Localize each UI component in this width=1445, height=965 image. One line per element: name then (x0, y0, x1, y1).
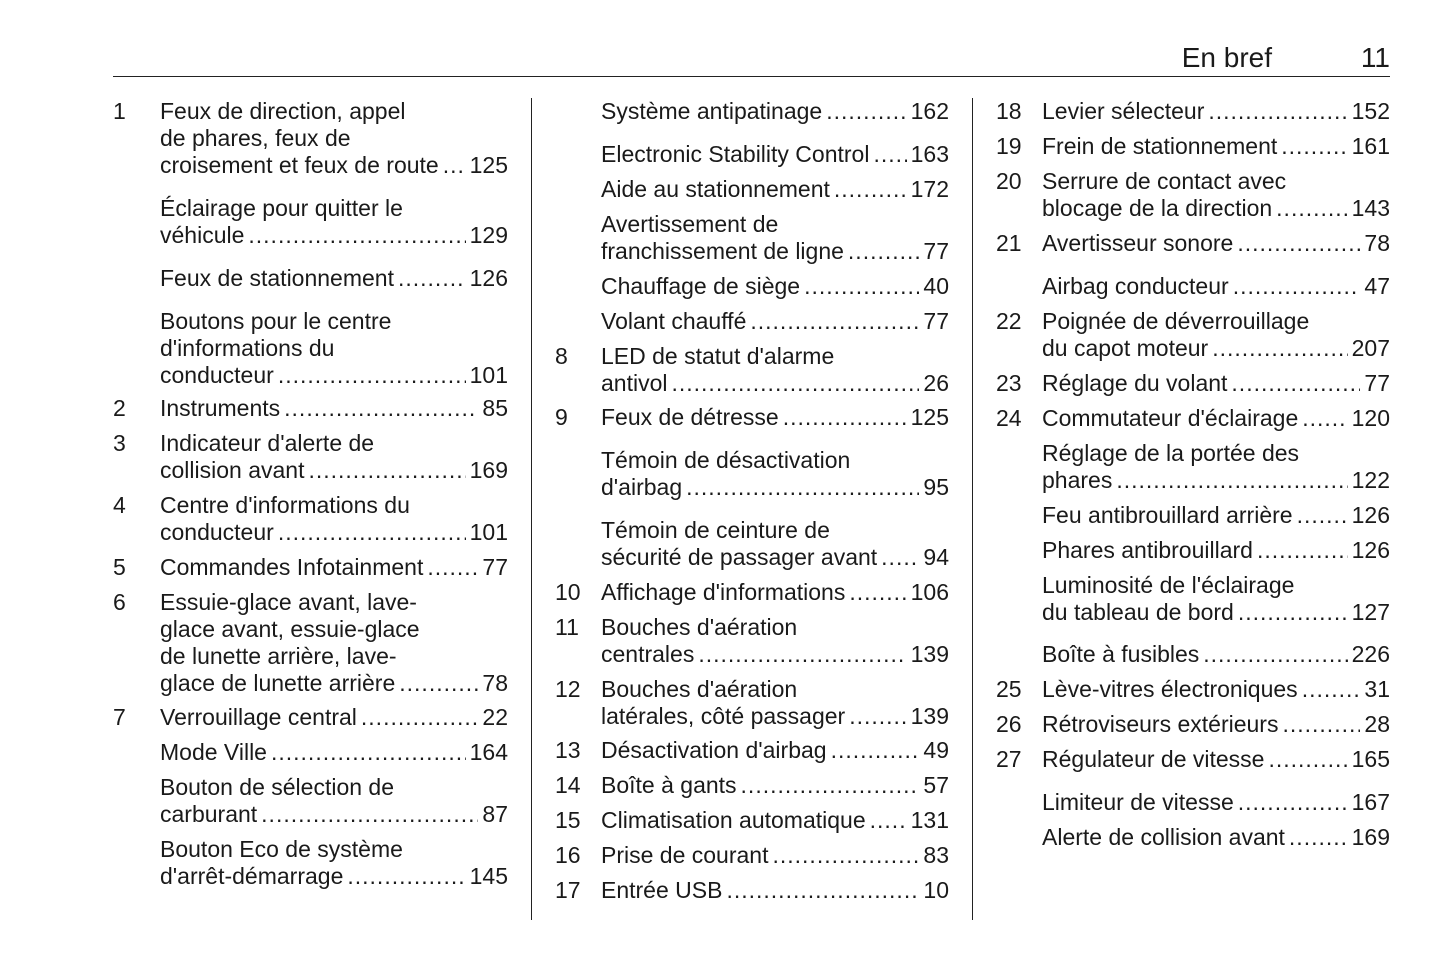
page-reference: 164 (469, 739, 508, 765)
dot-leader (698, 641, 906, 668)
entry-label: Boîte à gants (601, 772, 737, 798)
entry-label: carburant (160, 801, 258, 827)
entry-label: Témoin de ceinture de (601, 517, 830, 543)
dot-leader (278, 362, 466, 389)
page-number: 11 (1360, 42, 1390, 73)
dot-leader (804, 273, 919, 300)
entry-label: glace de lunette arrière (160, 670, 396, 696)
dot-leader (870, 807, 907, 834)
entry-label: Alerte de collision avant (1042, 824, 1285, 850)
page-reference: 161 (1351, 133, 1390, 159)
page-reference: 162 (910, 98, 949, 124)
entry-label: Rétroviseurs extérieurs (1042, 711, 1279, 737)
entry-label: sécurité de passager avant (601, 544, 878, 570)
item-number: 12 (555, 676, 581, 702)
entry-label: du tableau de bord (1042, 599, 1234, 625)
entry-label: Bouches d'aération (601, 676, 798, 702)
page-reference: 40 (923, 273, 949, 299)
entry-label: Climatisation automatique (601, 807, 866, 833)
page-reference: 77 (923, 238, 949, 264)
dot-leader (1116, 467, 1347, 494)
item-number: 22 (996, 308, 1022, 334)
entry-label: Levier sélecteur (1042, 98, 1205, 124)
page-reference: 172 (910, 176, 949, 202)
dot-leader (399, 670, 478, 697)
entry-label: Affichage d'informations (601, 579, 846, 605)
dot-leader (1282, 711, 1360, 738)
page-reference: 83 (923, 842, 949, 868)
entry-label: Feux de direction, appel (160, 98, 406, 124)
dot-leader (686, 474, 919, 501)
page-reference: 77 (923, 308, 949, 334)
page-reference: 101 (469, 362, 508, 388)
page-reference: 106 (910, 579, 949, 605)
dot-leader (783, 404, 907, 431)
entry-label: Aide au stationnement (601, 176, 830, 202)
entry-label: Chauffage de siège (601, 273, 801, 299)
entry-label: Entrée USB (601, 877, 723, 903)
page-reference: 125 (469, 152, 508, 178)
dot-leader (834, 176, 907, 203)
item-number: 5 (113, 554, 126, 580)
entry-label: Bouton de sélection de (160, 774, 395, 800)
item-number: 7 (113, 704, 126, 730)
entry-label: phares (1042, 467, 1113, 493)
page-reference: 127 (1351, 599, 1390, 625)
dot-leader (1238, 599, 1348, 626)
entry-label: Volant chauffé (601, 308, 747, 334)
item-number: 3 (113, 430, 126, 456)
entry-label: Système antipatinage (601, 98, 823, 124)
entry-label: blocage de la direction (1042, 195, 1273, 221)
item-number: 10 (555, 579, 581, 605)
dot-leader (308, 457, 465, 484)
item-number: 14 (555, 772, 581, 798)
page-reference: 169 (469, 457, 508, 483)
entry-label: conducteur (160, 362, 274, 388)
section-title: En bref (1181, 42, 1272, 73)
dot-leader (881, 544, 919, 571)
dot-leader (1297, 502, 1348, 529)
entry-label: Feux de stationnement (160, 265, 394, 291)
page-reference: 139 (910, 703, 949, 729)
page-reference: 95 (923, 474, 949, 500)
entry-label: glace avant, essuie-glace (160, 616, 420, 642)
dot-leader (1212, 335, 1347, 362)
entry-label: Régulateur de vitesse (1042, 746, 1265, 772)
page-reference: 167 (1351, 789, 1390, 815)
page-reference: 226 (1351, 641, 1390, 667)
page-reference: 122 (1351, 467, 1390, 493)
page-reference: 169 (1351, 824, 1390, 850)
page-reference: 49 (923, 737, 949, 763)
dot-leader (248, 222, 465, 249)
entry-label: d'informations du (160, 335, 335, 361)
entry-label: Airbag conducteur (1042, 273, 1229, 299)
entry-label: Désactivation d'airbag (601, 737, 827, 763)
page-reference: 207 (1351, 335, 1390, 361)
entry-label: Bouches d'aération (601, 614, 798, 640)
page-reference: 87 (482, 801, 508, 827)
dot-leader (271, 739, 466, 766)
item-number: 25 (996, 676, 1022, 702)
entry-label: de phares, feux de (160, 125, 351, 151)
page-reference: 145 (469, 863, 508, 889)
entry-label: centrales (601, 641, 695, 667)
page-reference: 163 (910, 141, 949, 167)
page-reference: 10 (923, 877, 949, 903)
entry-label: d'airbag (601, 474, 683, 500)
dot-leader (848, 238, 919, 265)
column-divider (972, 98, 973, 920)
dot-leader (772, 842, 919, 869)
entry-label: Avertissement de (601, 211, 779, 237)
item-number: 26 (996, 711, 1022, 737)
entry-label: Essuie-glace avant, lave- (160, 589, 417, 615)
dot-leader (741, 772, 920, 799)
entry-label: Electronic Stability Control (601, 141, 870, 167)
entry-label: conducteur (160, 519, 274, 545)
dot-leader (284, 395, 478, 422)
entry-label: véhicule (160, 222, 245, 248)
dot-leader (347, 863, 465, 890)
page-reference: 78 (482, 670, 508, 696)
page-reference: 28 (1364, 711, 1390, 737)
entry-label: Instruments (160, 395, 281, 421)
entry-label: Indicateur d'alerte de (160, 430, 375, 456)
dot-leader (443, 152, 466, 179)
page-reference: 152 (1351, 98, 1390, 124)
page-reference: 26 (923, 370, 949, 396)
page-reference: 78 (1364, 230, 1390, 256)
page-reference: 126 (1351, 537, 1390, 563)
dot-leader (1257, 537, 1348, 564)
dot-leader (1237, 230, 1360, 257)
entry-label: Luminosité de l'éclairage (1042, 572, 1295, 598)
entry-label: Phares antibrouillard (1042, 537, 1253, 563)
entry-label: Poignée de déverrouillage (1042, 308, 1310, 334)
page-reference: 139 (910, 641, 949, 667)
dot-leader (1302, 676, 1361, 703)
entry-label: Serrure de contact avec (1042, 168, 1287, 194)
entry-label: Lève-vitres électroniques (1042, 676, 1298, 702)
entry-label: d'arrêt-démarrage (160, 863, 344, 889)
entry-label: Frein de stationnement (1042, 133, 1278, 159)
dot-leader (1233, 273, 1361, 300)
entry-label: franchissement de ligne (601, 238, 844, 264)
item-number: 2 (113, 395, 126, 421)
item-number: 13 (555, 737, 581, 763)
dot-leader (849, 579, 906, 606)
item-number: 17 (555, 877, 581, 903)
page-reference: 22 (482, 704, 508, 730)
page-reference: 143 (1351, 195, 1390, 221)
page-reference: 57 (923, 772, 949, 798)
entry-label: latérales, côté passager (601, 703, 846, 729)
item-number: 4 (113, 492, 126, 518)
dot-leader (1289, 824, 1348, 851)
item-number: 1 (113, 98, 126, 124)
page-reference: 120 (1351, 405, 1390, 431)
item-number: 11 (555, 614, 579, 640)
item-number: 19 (996, 133, 1022, 159)
dot-leader (873, 141, 906, 168)
dot-leader (398, 265, 466, 292)
entry-label: Feu antibrouillard arrière (1042, 502, 1293, 528)
dot-leader (1231, 370, 1360, 397)
page-reference: 131 (910, 807, 949, 833)
page-reference: 129 (469, 222, 508, 248)
entry-label: LED de statut d'alarme (601, 343, 835, 369)
page-reference: 126 (1351, 502, 1390, 528)
entry-label: Boutons pour le centre (160, 308, 392, 334)
item-number: 16 (555, 842, 581, 868)
entry-label: Commandes Infotainment (160, 554, 424, 580)
entry-label: Réglage du volant (1042, 370, 1228, 396)
item-number: 8 (555, 343, 568, 369)
dot-leader (849, 703, 906, 730)
entry-label: Boîte à fusibles (1042, 641, 1200, 667)
page-reference: 31 (1364, 676, 1390, 702)
dot-leader (278, 519, 466, 546)
entry-label: Feux de détresse (601, 404, 779, 430)
page-header (113, 38, 1390, 77)
entry-label: Réglage de la portée des (1042, 440, 1300, 466)
dot-leader (726, 877, 919, 904)
dot-leader (1302, 405, 1347, 432)
dot-leader (261, 801, 478, 828)
item-number: 9 (555, 404, 568, 430)
page-reference: 126 (469, 265, 508, 291)
entry-label: Verrouillage central (160, 704, 357, 730)
page-reference: 77 (482, 554, 508, 580)
dot-leader (1208, 98, 1347, 125)
page-reference: 125 (910, 404, 949, 430)
item-number: 15 (555, 807, 581, 833)
entry-label: Centre d'informations du (160, 492, 410, 518)
dot-leader (750, 308, 919, 335)
dot-leader (1203, 641, 1347, 668)
entry-label: Prise de courant (601, 842, 769, 868)
dot-leader (1281, 133, 1347, 160)
entry-label: croisement et feux de route (160, 152, 439, 178)
page-reference: 165 (1351, 746, 1390, 772)
dot-leader (826, 98, 906, 125)
dot-leader (831, 737, 920, 764)
item-number: 18 (996, 98, 1022, 124)
page-reference: 101 (469, 519, 508, 545)
page-reference: 47 (1364, 273, 1390, 299)
item-number: 21 (996, 230, 1022, 256)
page-reference: 77 (1364, 370, 1390, 396)
dot-leader (1268, 746, 1347, 773)
entry-label: Témoin de désactivation (601, 447, 851, 473)
item-number: 27 (996, 746, 1022, 772)
dot-leader (361, 704, 479, 731)
entry-label: Mode Ville (160, 739, 267, 765)
entry-label: Commutateur d'éclairage (1042, 405, 1299, 431)
entry-label: Avertisseur sonore (1042, 230, 1234, 256)
entry-label: du capot moteur (1042, 335, 1209, 361)
entry-label: Éclairage pour quitter le (160, 195, 403, 221)
dot-leader (1238, 789, 1348, 816)
column-divider (531, 98, 532, 920)
item-number: 6 (113, 589, 126, 615)
item-number: 20 (996, 168, 1022, 194)
page-reference: 94 (923, 544, 949, 570)
page-reference: 85 (482, 395, 508, 421)
entry-label: de lunette arrière, lave- (160, 643, 397, 669)
entry-label: collision avant (160, 457, 305, 483)
dot-leader (671, 370, 919, 397)
item-number: 24 (996, 405, 1022, 431)
entry-label: Bouton Eco de système (160, 836, 403, 862)
item-number: 23 (996, 370, 1022, 396)
dot-leader (427, 554, 478, 581)
dot-leader (1276, 195, 1347, 222)
entry-label: antivol (601, 370, 668, 396)
entry-label: Limiteur de vitesse (1042, 789, 1234, 815)
